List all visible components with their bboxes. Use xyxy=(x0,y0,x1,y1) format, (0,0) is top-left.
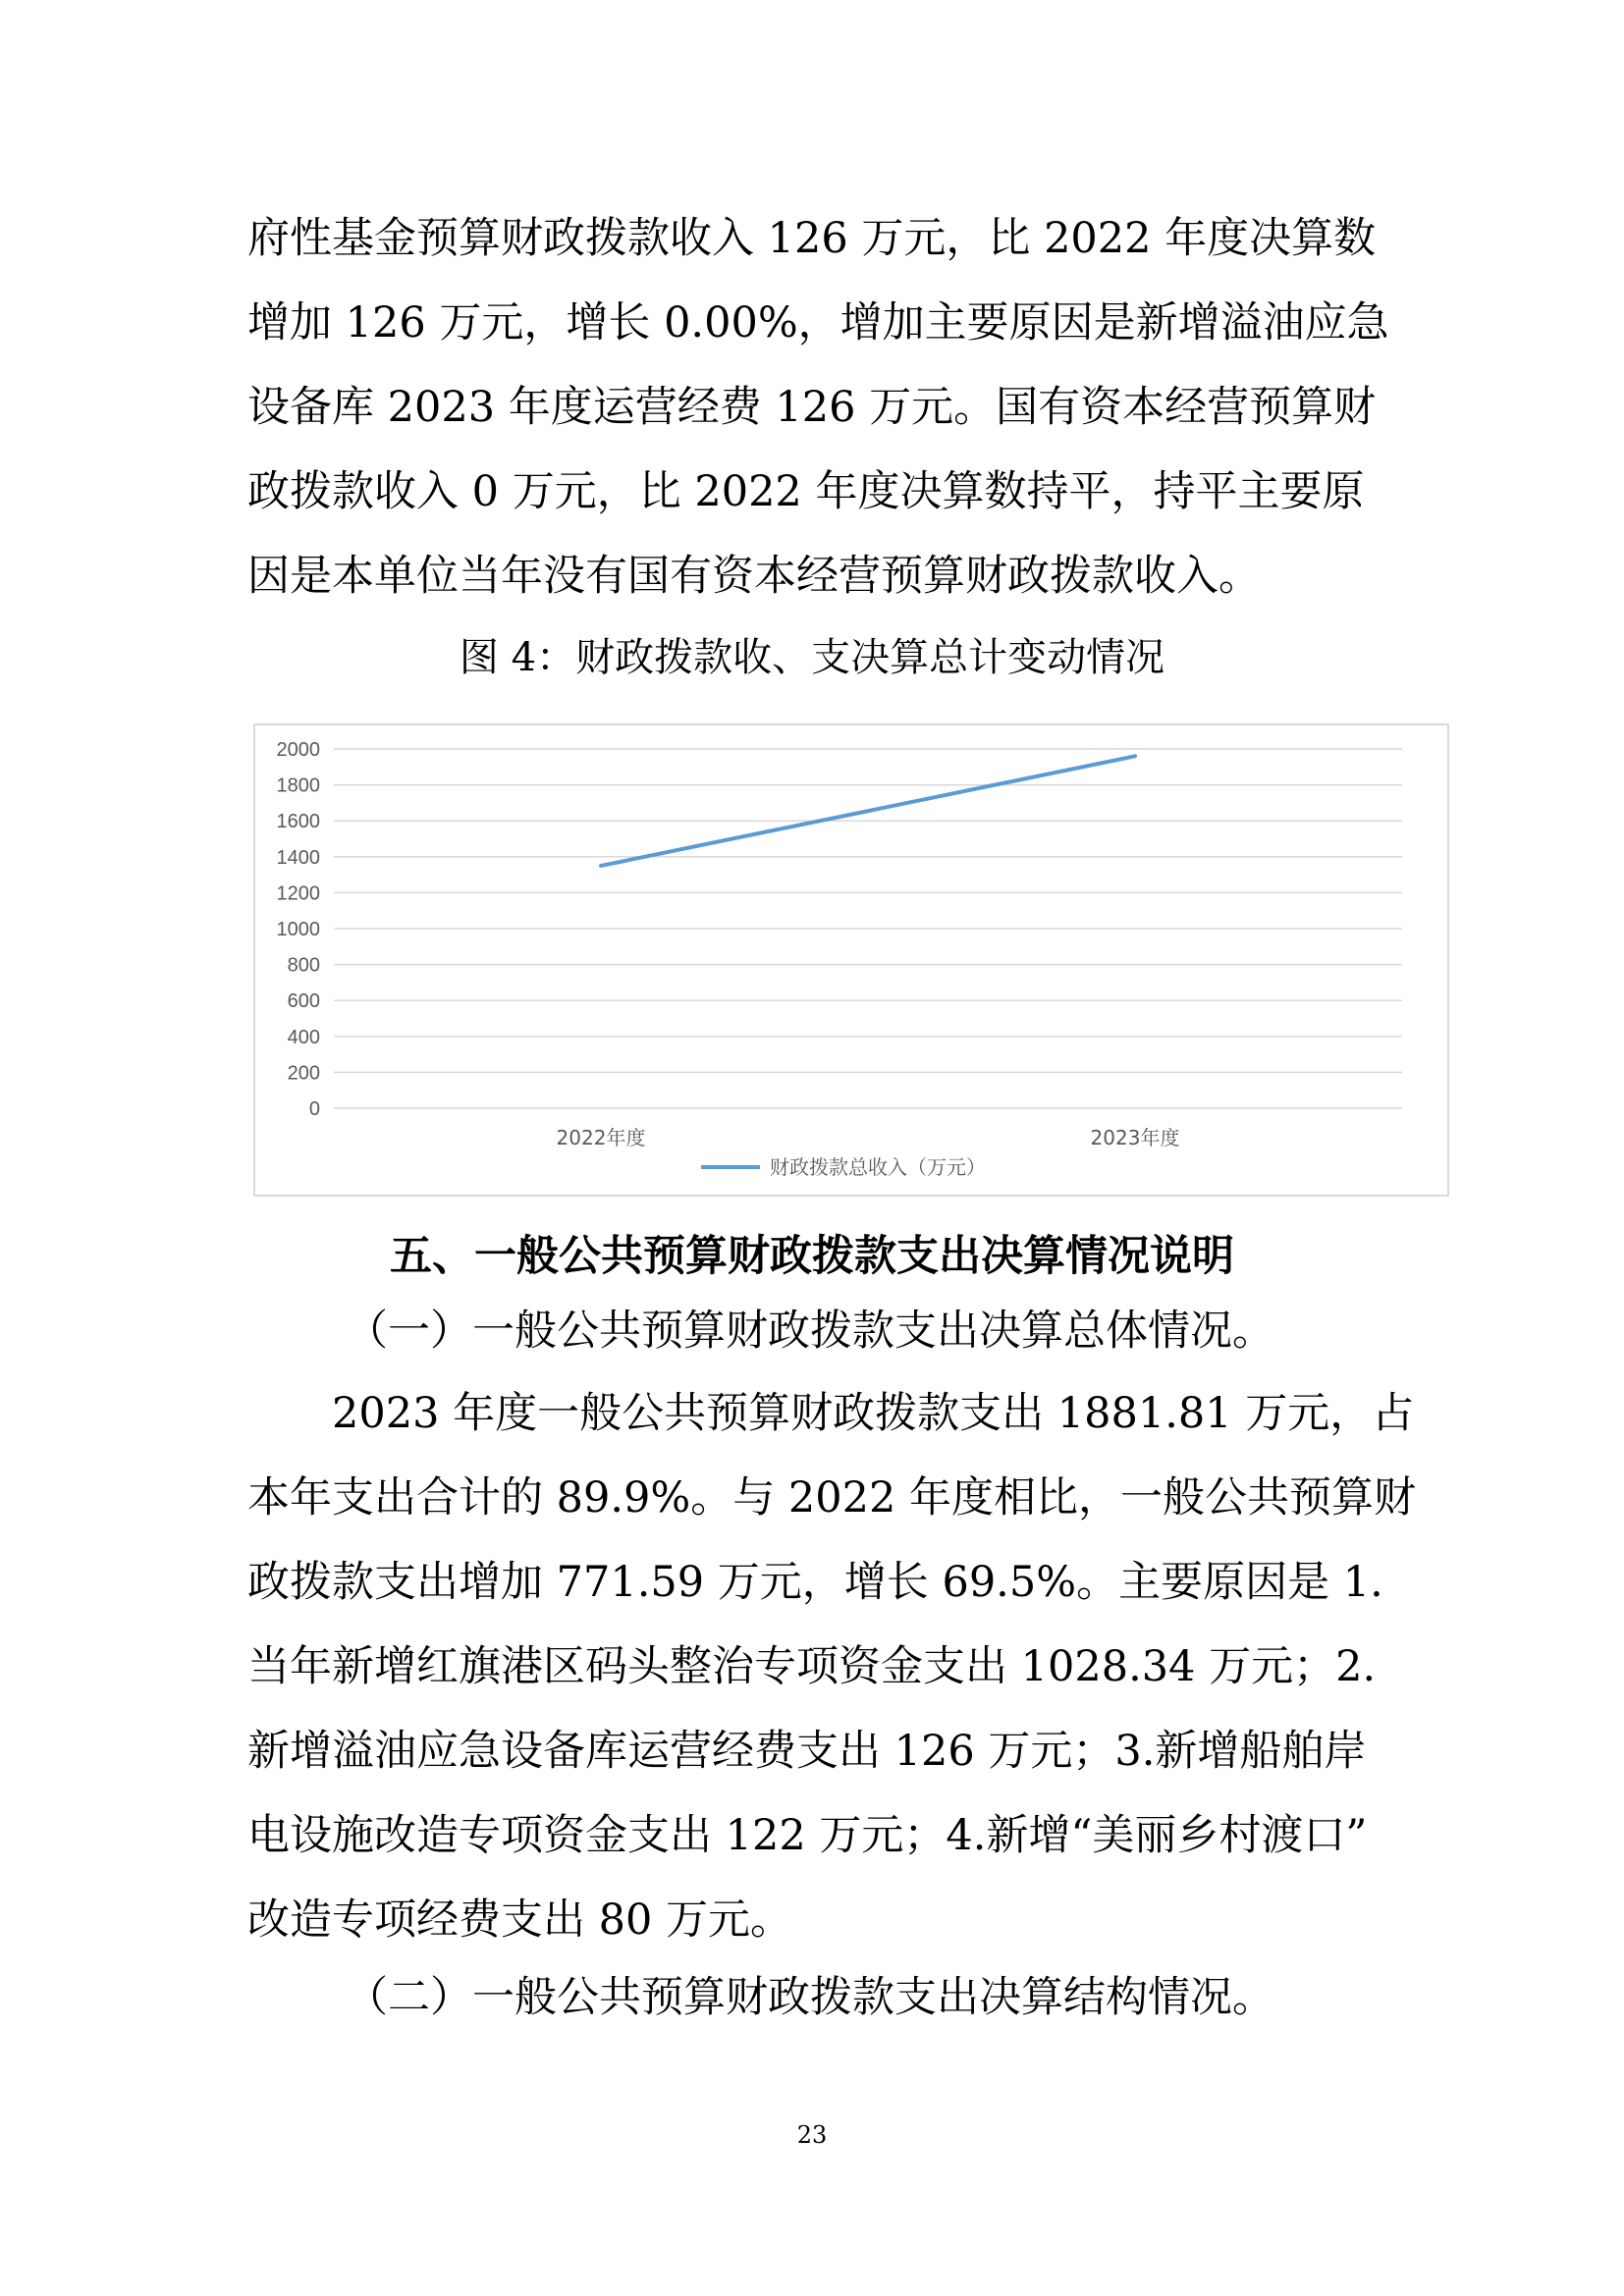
y-tick-label: 1400 xyxy=(276,846,320,869)
paragraph-line: 本年支出合计的 89.9%。与 2022 年度相比，一般公共预算财 xyxy=(247,1473,1417,1522)
paragraph-2 xyxy=(247,1371,1417,1962)
chart-svg xyxy=(255,725,1447,1195)
y-tick-label: 1200 xyxy=(276,882,320,905)
paragraph-line: 政拨款支出增加 771.59 万元，增长 69.5%。主要原因是 1. xyxy=(247,1558,1383,1607)
y-tick-label: 600 xyxy=(287,990,320,1013)
section-heading: 五、一般公共预算财政拨款支出决算情况说明 xyxy=(390,1232,1234,1281)
paragraph-line: 政拨款收入 0 万元，比 2022 年度决算数持平，持平主要原 xyxy=(247,467,1365,516)
x-tick-label: 2022年度 xyxy=(556,1126,646,1149)
y-tick-label: 400 xyxy=(287,1026,320,1048)
paragraph-line: 改造专项经费支出 80 万元。 xyxy=(247,1896,793,1945)
paragraph-line: 当年新增红旗港区码头整治专项资金支出 1028.34 万元；2. xyxy=(247,1642,1377,1691)
y-tick-label: 0 xyxy=(308,1098,320,1120)
page-number: 23 xyxy=(796,2121,828,2149)
x-tick-label: 2023年度 xyxy=(1090,1126,1180,1149)
y-tick-label: 1000 xyxy=(276,919,320,940)
series-line xyxy=(601,756,1135,866)
y-tick-label: 1600 xyxy=(276,811,320,833)
y-tick-label: 2000 xyxy=(276,739,320,761)
paragraph-1 xyxy=(247,196,1389,618)
paragraph-line: 新增溢油应急设备库运营经费支出 126 万元；3.新增船舶岸 xyxy=(247,1727,1367,1776)
legend-label: 财政拨款总收入（万元） xyxy=(770,1155,986,1179)
y-tick-label: 1800 xyxy=(276,774,320,797)
paragraph-line: 增加 126 万元，增长 0.00%，增加主要原因是新增溢油应急 xyxy=(247,298,1389,347)
paragraph-line: 设备库 2023 年度运营经费 126 万元。国有资本经营预算财 xyxy=(247,383,1377,432)
y-tick-label: 800 xyxy=(287,954,320,977)
paragraph-line: 因是本单位当年没有国有资本经营预算财政拨款收入。 xyxy=(247,552,1261,601)
paragraph-line: 2023 年度一般公共预算财政拨款支出 1881.81 万元，占 xyxy=(332,1389,1415,1438)
y-tick-label: 200 xyxy=(287,1062,320,1085)
paragraph-line: 府性基金预算财政拨款收入 126 万元，比 2022 年度决算数 xyxy=(247,214,1377,263)
subheading-overall: （一）一般公共预算财政拨款支出决算总体情况。 xyxy=(346,1307,1274,1356)
line-chart xyxy=(253,723,1449,1197)
paragraph-line: 电设施改造专项资金支出 122 万元；4.新增“美丽乡村渡口” xyxy=(247,1811,1368,1860)
subheading-structure: （二）一般公共预算财政拨款支出决算结构情况。 xyxy=(346,1973,1274,2022)
figure-caption: 图 4：财政拨款收、支决算总计变动情况 xyxy=(459,635,1165,680)
